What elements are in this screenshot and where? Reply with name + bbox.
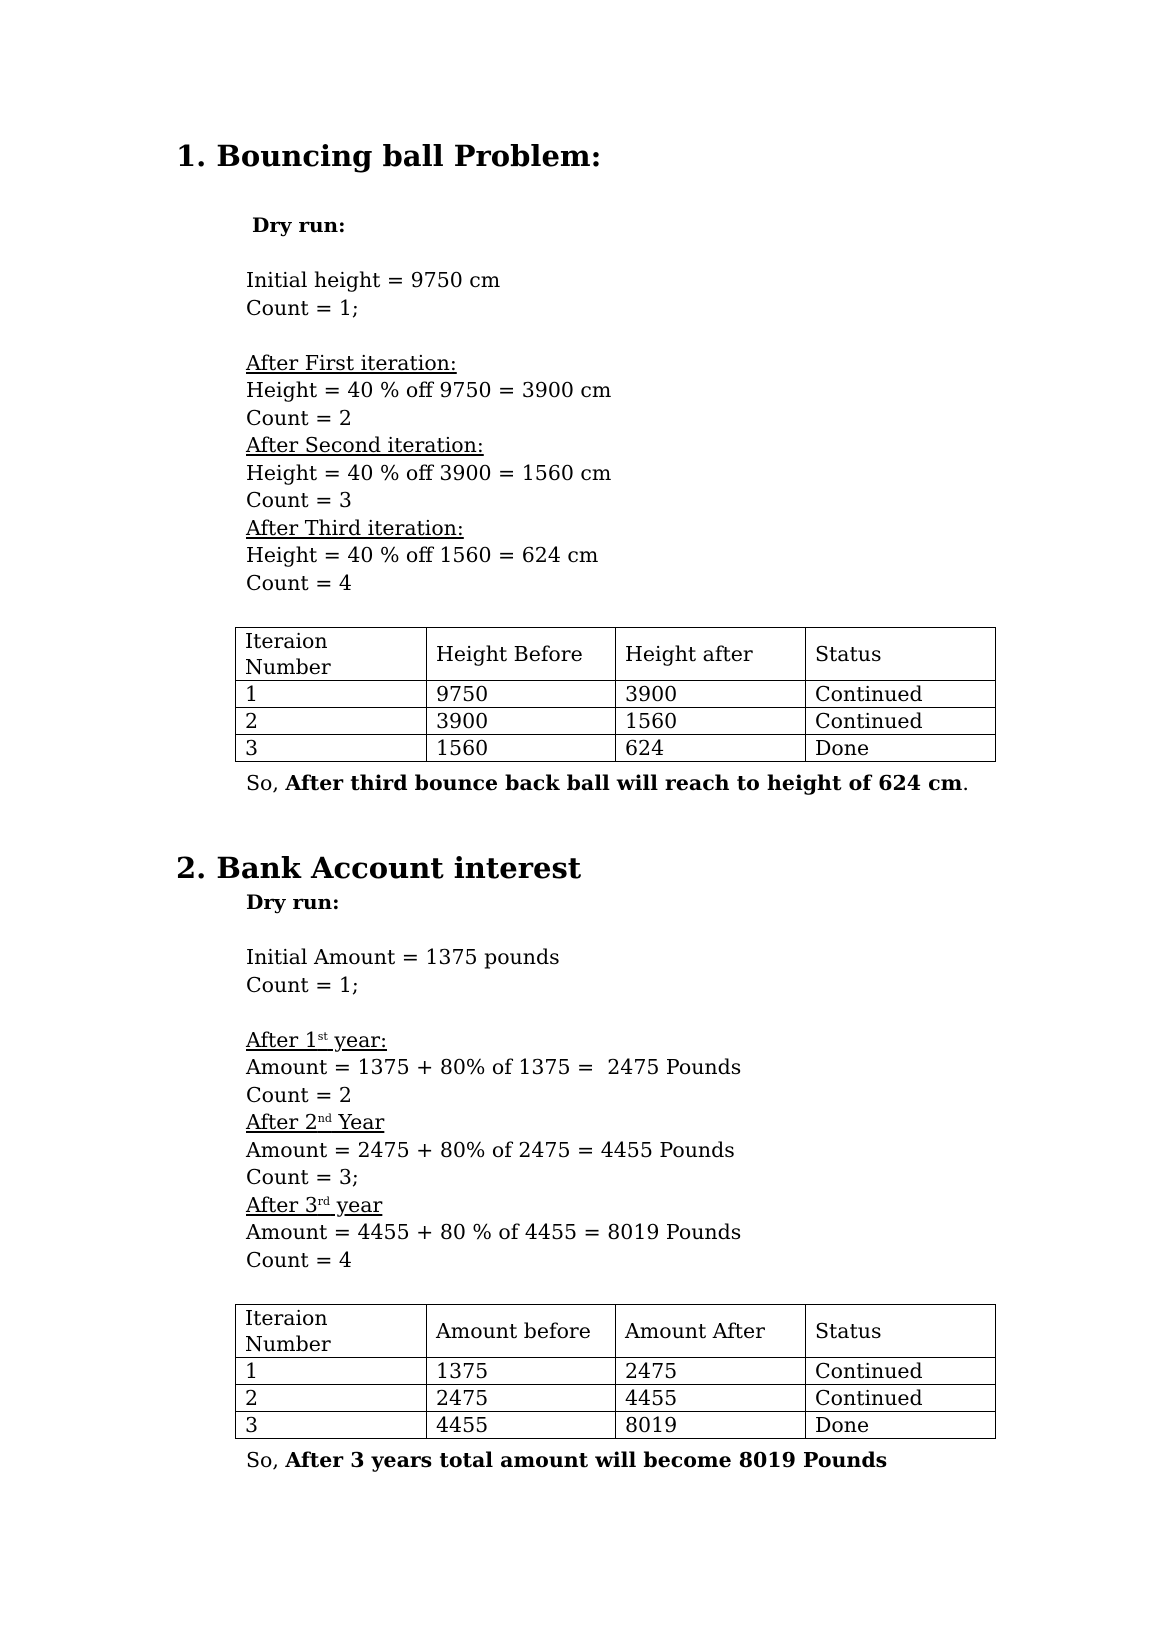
section1-dry-run xyxy=(246,267,611,597)
table-cell: 1375 xyxy=(427,1358,616,1385)
conclusion-prefix: So, xyxy=(246,771,286,795)
table-row xyxy=(236,708,996,735)
table-cell: 624 xyxy=(616,735,806,762)
table-header-cell: Status xyxy=(806,628,996,681)
table-cell: 2 xyxy=(236,1385,427,1412)
table-row xyxy=(236,1358,996,1385)
section1-title: 1. Bouncing ball Problem: xyxy=(176,139,602,173)
table-header-row xyxy=(236,628,996,681)
table-row xyxy=(236,1412,996,1439)
table-header-cell: Status xyxy=(806,1305,996,1358)
table-cell: Continued xyxy=(806,1385,996,1412)
iteration-heading: After Third iteration: xyxy=(246,515,464,540)
bouncing-ball-table xyxy=(235,627,996,762)
section2-dry-run-label: Dry run: xyxy=(246,890,340,914)
iteration-calc: Height = 40 % off 1560 = 624 cm xyxy=(246,543,599,567)
table-cell: 8019 xyxy=(616,1412,806,1439)
year-heading: After 3rd year xyxy=(246,1192,383,1217)
table-header-cell: Iteraion Number xyxy=(236,628,427,681)
initial-height-line: Initial height = 9750 cm xyxy=(246,268,501,292)
iteration-count: Count = 2 xyxy=(246,405,352,430)
year-calc: Amount = 1375 + 80% of 1375 = 2475 Pounds xyxy=(246,1055,742,1079)
iteration-heading: After Second iteration: xyxy=(246,433,484,457)
iteration-heading: After First iteration: xyxy=(246,350,457,375)
table-cell: 3 xyxy=(236,1412,427,1439)
table-cell: 1560 xyxy=(616,708,806,735)
year-count: Count = 3; xyxy=(246,1165,359,1189)
year-heading: After 1st year: xyxy=(246,1027,388,1052)
initial-count-line: Count = 1; xyxy=(246,972,359,997)
table-row xyxy=(236,1385,996,1412)
table-header-row xyxy=(236,1305,996,1358)
table-cell: Done xyxy=(806,1412,996,1439)
year-calc: Amount = 4455 + 80 % of 4455 = 8019 Pounds xyxy=(246,1220,742,1244)
spacer xyxy=(246,322,611,350)
initial-count-line: Count = 1; xyxy=(246,295,359,320)
bank-account-table xyxy=(235,1304,996,1439)
conclusion-suffix: . xyxy=(962,771,969,795)
table-header-cell: Height after xyxy=(616,628,806,681)
table-cell: 2475 xyxy=(616,1358,806,1385)
table-cell: 3 xyxy=(236,735,427,762)
table-cell: 1560 xyxy=(427,735,616,762)
conclusion-bold: After 3 years total amount will become 8019 Pounds xyxy=(285,1448,888,1472)
table-cell: 9750 xyxy=(427,681,616,708)
table-header-cell: Amount before xyxy=(427,1305,616,1358)
table-cell: 3900 xyxy=(427,708,616,735)
table-header-cell: Amount After xyxy=(616,1305,806,1358)
table-cell: 3900 xyxy=(616,681,806,708)
year-calc: Amount = 2475 + 80% of 2475 = 4455 Pounds xyxy=(246,1137,735,1162)
table-row xyxy=(236,681,996,708)
year-count: Count = 4 xyxy=(246,1247,352,1272)
table-header-cell: Height Before xyxy=(427,628,616,681)
section2-conclusion xyxy=(246,1446,887,1474)
year-heading: After 2nd Year xyxy=(246,1110,385,1134)
conclusion-prefix: So, xyxy=(246,1448,286,1472)
iteration-count: Count = 4 xyxy=(246,570,352,595)
year-count: Count = 2 xyxy=(246,1082,352,1107)
section2-dry-run xyxy=(246,944,741,1274)
table-cell: Continued xyxy=(806,681,996,708)
section1-conclusion xyxy=(246,769,969,797)
table-cell: 4455 xyxy=(427,1412,616,1439)
table-cell: 2475 xyxy=(427,1385,616,1412)
section2-title: 2. Bank Account interest xyxy=(176,851,582,885)
iteration-calc: Height = 40 % off 9750 = 3900 cm xyxy=(246,378,612,402)
table-cell: Continued xyxy=(806,1358,996,1385)
iteration-calc: Height = 40 % off 3900 = 1560 cm xyxy=(246,460,612,485)
table-cell: 4455 xyxy=(616,1385,806,1412)
spacer xyxy=(246,999,741,1027)
table-row xyxy=(236,735,996,762)
section1-dry-run-label: Dry run: xyxy=(252,213,346,237)
table-cell: 2 xyxy=(236,708,427,735)
conclusion-bold: After third bounce back ball will reach to height of 624 cm xyxy=(285,771,963,795)
table-cell: Done xyxy=(806,735,996,762)
table-cell: 1 xyxy=(236,1358,427,1385)
table-header-cell: Iteraion Number xyxy=(236,1305,427,1358)
table-cell: 1 xyxy=(236,681,427,708)
iteration-count: Count = 3 xyxy=(246,488,352,512)
initial-amount-line: Initial Amount = 1375 pounds xyxy=(246,945,560,969)
table-cell: Continued xyxy=(806,708,996,735)
